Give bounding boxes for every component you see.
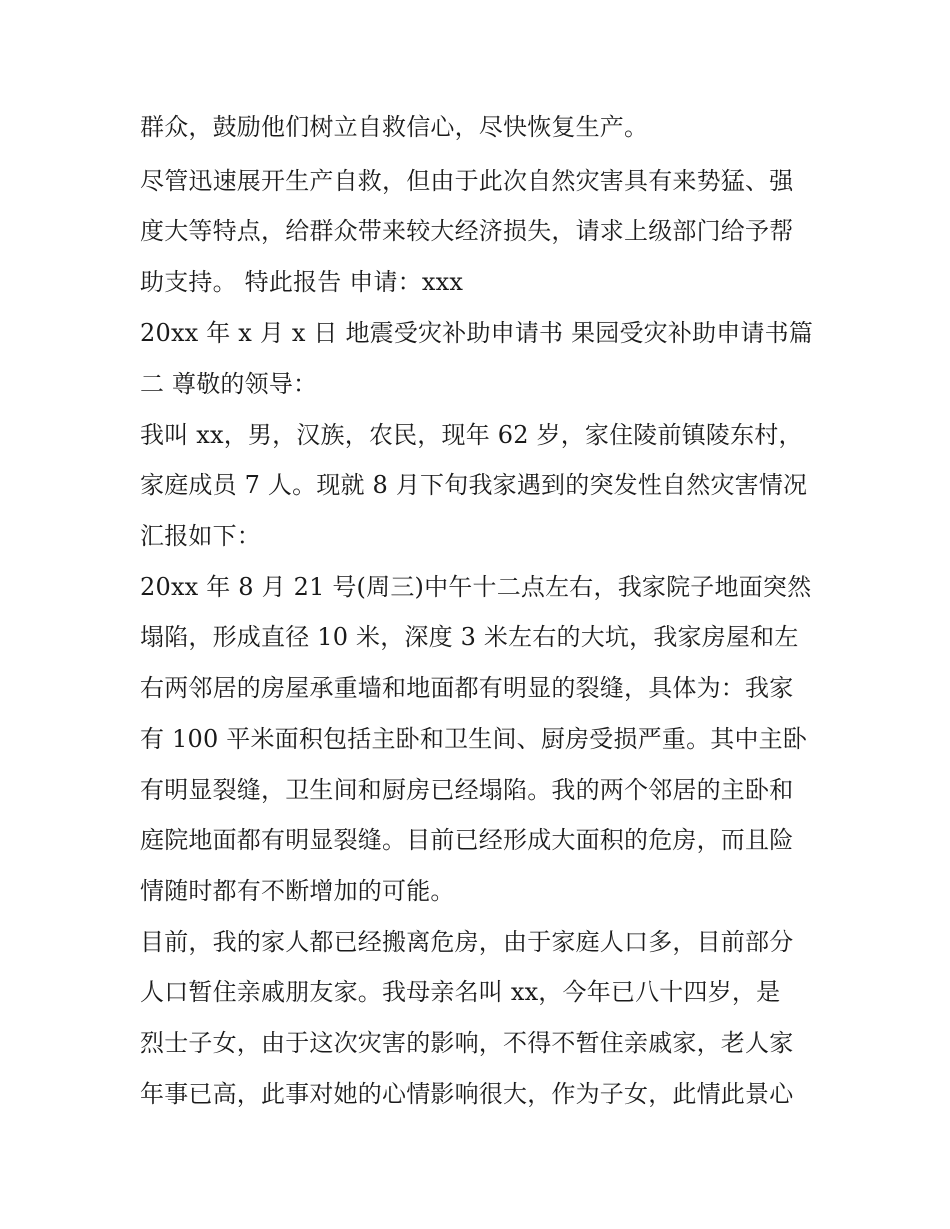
text-line: 目前，我的家人都已经搬离危房，由于家庭人口多，目前部分: [140, 928, 794, 956]
text-line: 烈士子女，由于这次灾害的影响，不得不暂住亲戚家，老人家: [140, 1029, 794, 1057]
text-line: 塌陷，形成直径 10 米，深度 3 米左右的大坑，我家房屋和左: [140, 623, 799, 651]
text-line: 情随时都有不断增加的可能。: [140, 877, 455, 905]
text-line: 群众，鼓励他们树立自救信心，尽快恢复生产。: [140, 113, 649, 141]
text-line: 度大等特点，给群众带来较大经济损失，请求上级部门给予帮: [140, 217, 794, 245]
text-line: 尽管迅速展开生产自救，但由于此次自然灾害具有来势猛、强: [140, 167, 794, 195]
text-line: 右两邻居的房屋承重墙和地面都有明显的裂缝，具体为：我家: [140, 674, 794, 702]
text-line: 人口暂住亲戚朋友家。我母亲名叫 xx，今年已八十四岁，是: [140, 978, 781, 1006]
text-line: 20xx 年 x 月 x 日 地震受灾补助申请书 果园受灾补助申请书篇: [140, 319, 814, 347]
text-line: 助支持。 特此报告 申请：xxx: [140, 268, 464, 296]
text-line: 20xx 年 8 月 21 号(周三)中午十二点左右，我家院子地面突然: [140, 573, 812, 601]
text-line: 汇报如下：: [140, 522, 261, 550]
text-line: 我叫 xx，男，汉族，农民，现年 62 岁，家住陵前镇陵东村，: [140, 421, 803, 449]
text-line: 家庭成员 7 人。现就 8 月下旬我家遇到的突发性自然灾害情况: [140, 471, 808, 499]
text-line: 庭院地面都有明显裂缝。目前已经形成大面积的危房，而且险: [140, 826, 794, 854]
text-line: 二 尊敬的领导：: [140, 370, 318, 398]
text-line: 年事已高，此事对她的心情影响很大，作为子女，此情此景心: [140, 1080, 794, 1108]
text-line: 有明显裂缝，卫生间和厨房已经塌陷。我的两个邻居的主卧和: [140, 776, 794, 804]
text-line: 有 100 平米面积包括主卧和卫生间、厨房受损严重。其中主卧: [140, 725, 808, 753]
